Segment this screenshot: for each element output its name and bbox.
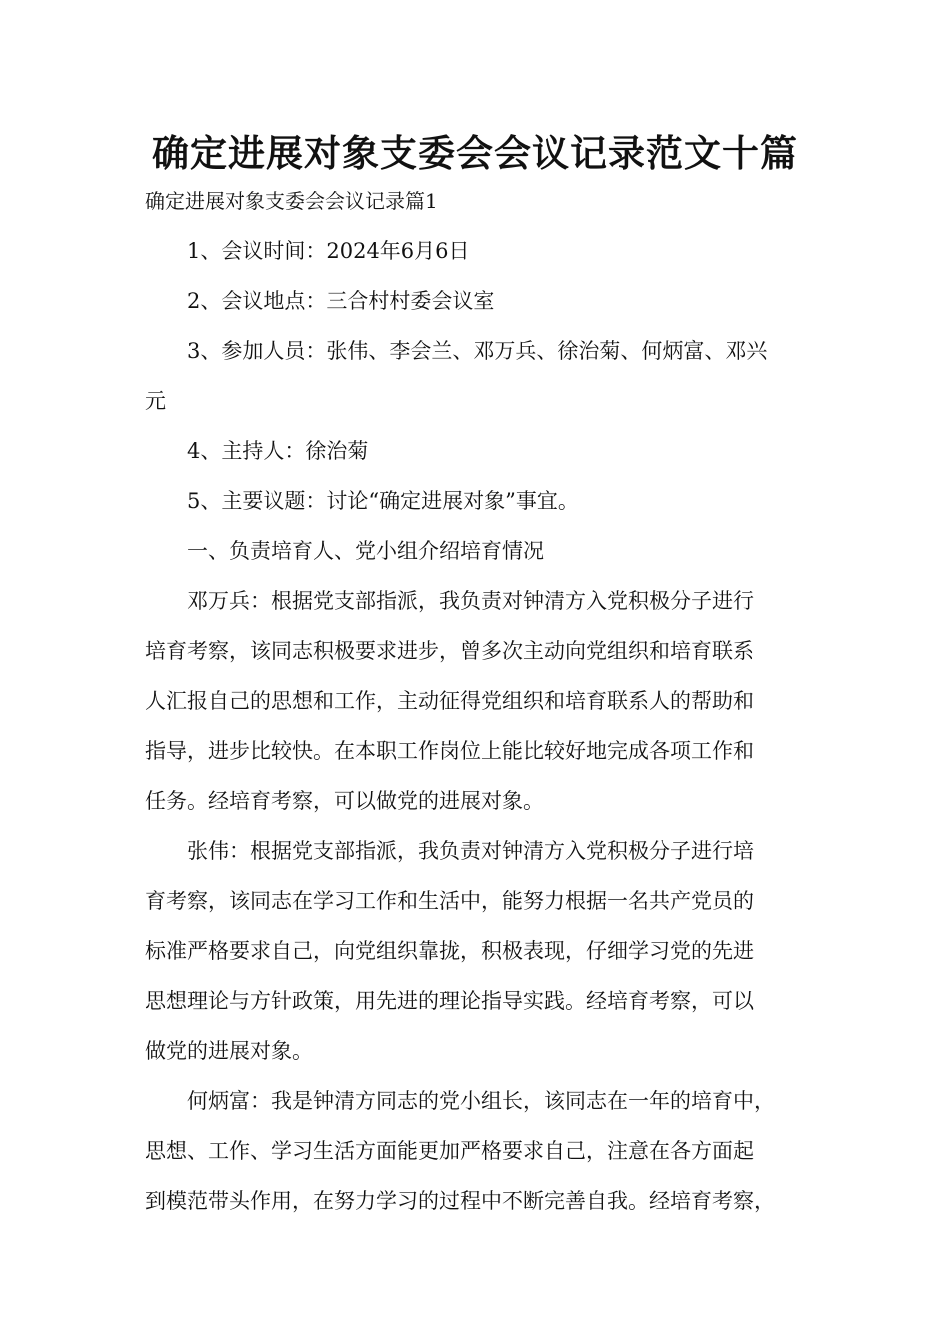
- text-line: 育考察，该同志在学习工作和生活中，能努力根据一名共产党员的: [145, 889, 754, 913]
- text-line: 标准严格要求自己，向党组织靠拢，积极表现，仔细学习党的先进: [145, 939, 754, 963]
- text-line: 邓万兵：根据党支部指派，我负责对钟清方入党积极分子进行: [187, 589, 754, 613]
- paragraph-meeting-time: [145, 226, 807, 276]
- text-line: 5、主要议题：讨论“确定进展对象”事宜。: [187, 489, 579, 513]
- text-line: 4、主持人：徐治菊: [187, 439, 369, 463]
- text-line: 元: [145, 389, 166, 413]
- text-line: 何炳富：我是钟清方同志的党小组长，该同志在一年的培育中，: [187, 1089, 775, 1113]
- text-line: 做党的进展对象。: [145, 1039, 313, 1063]
- text-line: 指导，进步比较快。在本职工作岗位上能比较好地完成各项工作和: [145, 739, 754, 763]
- text-line: 思想、工作、学习生活方面能更加严格要求自己，注意在各方面起: [145, 1139, 754, 1163]
- document-body: [145, 226, 807, 1226]
- text-line: 1、会议时间：2024年6月6日: [187, 239, 470, 263]
- paragraph-zhang-wei: [145, 826, 807, 1076]
- section-heading: [145, 526, 807, 576]
- text-line: 培育考察，该同志积极要求进步，曾多次主动向党组织和培育联系: [145, 639, 754, 663]
- text-line: 思想理论与方针政策，用先进的理论指导实践。经培育考察，可以: [145, 989, 754, 1013]
- text-line: 3、参加人员：张伟、李会兰、邓万兵、徐治菊、何炳富、邓兴: [187, 339, 768, 363]
- text-line: 任务。经培育考察，可以做党的进展对象。: [145, 789, 544, 813]
- paragraph-deng-wanbing: [145, 576, 807, 826]
- text-line: 一、负责培育人、党小组介绍培育情况: [187, 539, 544, 563]
- paragraph-host: [145, 426, 807, 476]
- paragraph-agenda: [145, 476, 807, 526]
- text-line: 人汇报自己的思想和工作，主动征得党组织和培育联系人的帮助和: [145, 689, 754, 713]
- paragraph-he-bingfu: [145, 1076, 807, 1226]
- document-subtitle: 确定进展对象支委会会议记录篇1: [145, 189, 438, 213]
- paragraph-meeting-place: [145, 276, 807, 326]
- text-line: 张伟：根据党支部指派，我负责对钟清方入党积极分子进行培: [187, 839, 754, 863]
- document-title: 确定进展对象支委会会议记录范文十篇: [152, 132, 798, 175]
- paragraph-attendees: [145, 326, 807, 426]
- text-line: 2、会议地点：三合村村委会议室: [187, 289, 495, 313]
- text-line: 到模范带头作用，在努力学习的过程中不断完善自我。经培育考察，: [145, 1189, 775, 1213]
